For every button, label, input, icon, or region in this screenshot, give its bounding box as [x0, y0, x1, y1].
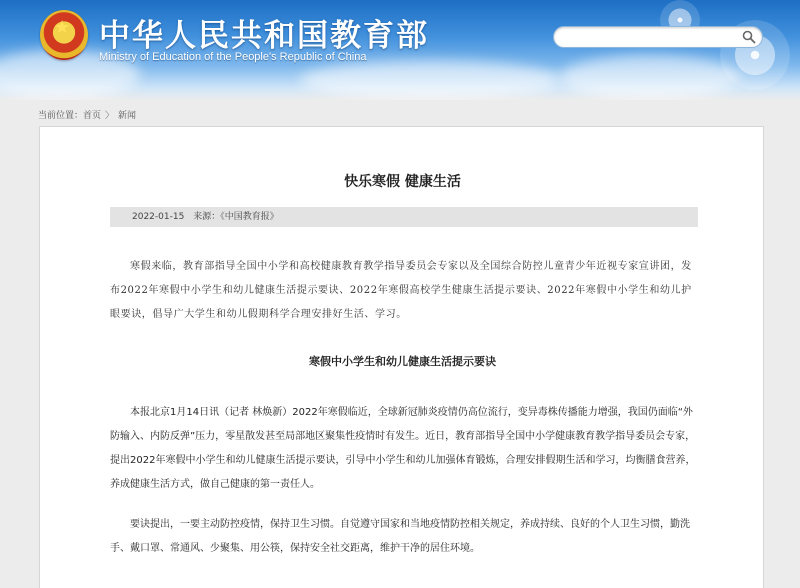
section-heading: 寒假中小学生和幼儿健康生活提示要诀	[309, 355, 496, 368]
cloud-decoration	[300, 60, 560, 100]
site-subtitle: Ministry of Education of the People's Republic of China	[99, 51, 367, 63]
search-box	[553, 26, 763, 48]
article-paragraph: 要诀提出，一要主动防控疫情，保持卫生习惯。自觉遵守国家和当地疫情防控相关规定，养成持续、良好的个人卫生习惯，勤洗手、戴口罩、常通风、少聚集、用公筷，保持安全社交距离，维护干净的居住环境。	[110, 519, 690, 554]
breadcrumb-home-link[interactable]: 首页	[83, 111, 102, 121]
article-paragraph: 本报北京1月14日讯（记者 林焕新）2022年寒假临近，全球新冠肺炎疫情仍高位流行，变异毒株传播能力增强，我国仍面临“外防输入、内防反弹”压力，零星散发甚至局部地区聚集性疫情时有发生。近日，教育部指导全国中小学健康教育教学指导委员会专家，提出2022年寒假中小学生和幼儿健康生活提示要诀，引导中小学生和幼儿加强体育锻炼，合理安排假期生活和学习，均衡膳食营养，养成健康生活方式，做自己健康的第一责任人。	[110, 407, 696, 490]
article-meta-bar	[110, 207, 698, 227]
national-emblem-icon[interactable]: ★	[40, 10, 88, 60]
article-source: 《中国教育报》	[220, 212, 279, 222]
site-title[interactable]: 中华人民共和国教育部	[99, 18, 429, 54]
article-intro: 寒假来临，教育部指导全国中小学和高校健康教育教学指导委员会专家以及全国综合防控儿童青少年近视专家宣讲团，发布2022年寒假中小学生和幼儿健康生活提示要诀、2022年寒假高校学生健康生活提示要诀、2022年寒假中小学生和幼儿护眼要诀，倡导广大学生和幼儿假期科学合理安排好生活、学习。	[110, 261, 692, 320]
article-card	[39, 126, 764, 588]
breadcrumb-news-link[interactable]: 新闻	[118, 111, 137, 121]
search-input[interactable]	[562, 29, 742, 45]
site-header	[0, 0, 800, 100]
article-source-label: 来源：	[193, 212, 221, 222]
breadcrumb-separator: 〉	[105, 111, 115, 121]
breadcrumb	[38, 108, 136, 121]
cloud-decoration	[560, 55, 740, 100]
article-date: 2022-01-15	[132, 212, 185, 222]
breadcrumb-label: 当前位置：	[38, 111, 84, 121]
search-icon[interactable]	[742, 30, 756, 44]
article-title: 快乐寒假 健康生活	[344, 174, 461, 190]
